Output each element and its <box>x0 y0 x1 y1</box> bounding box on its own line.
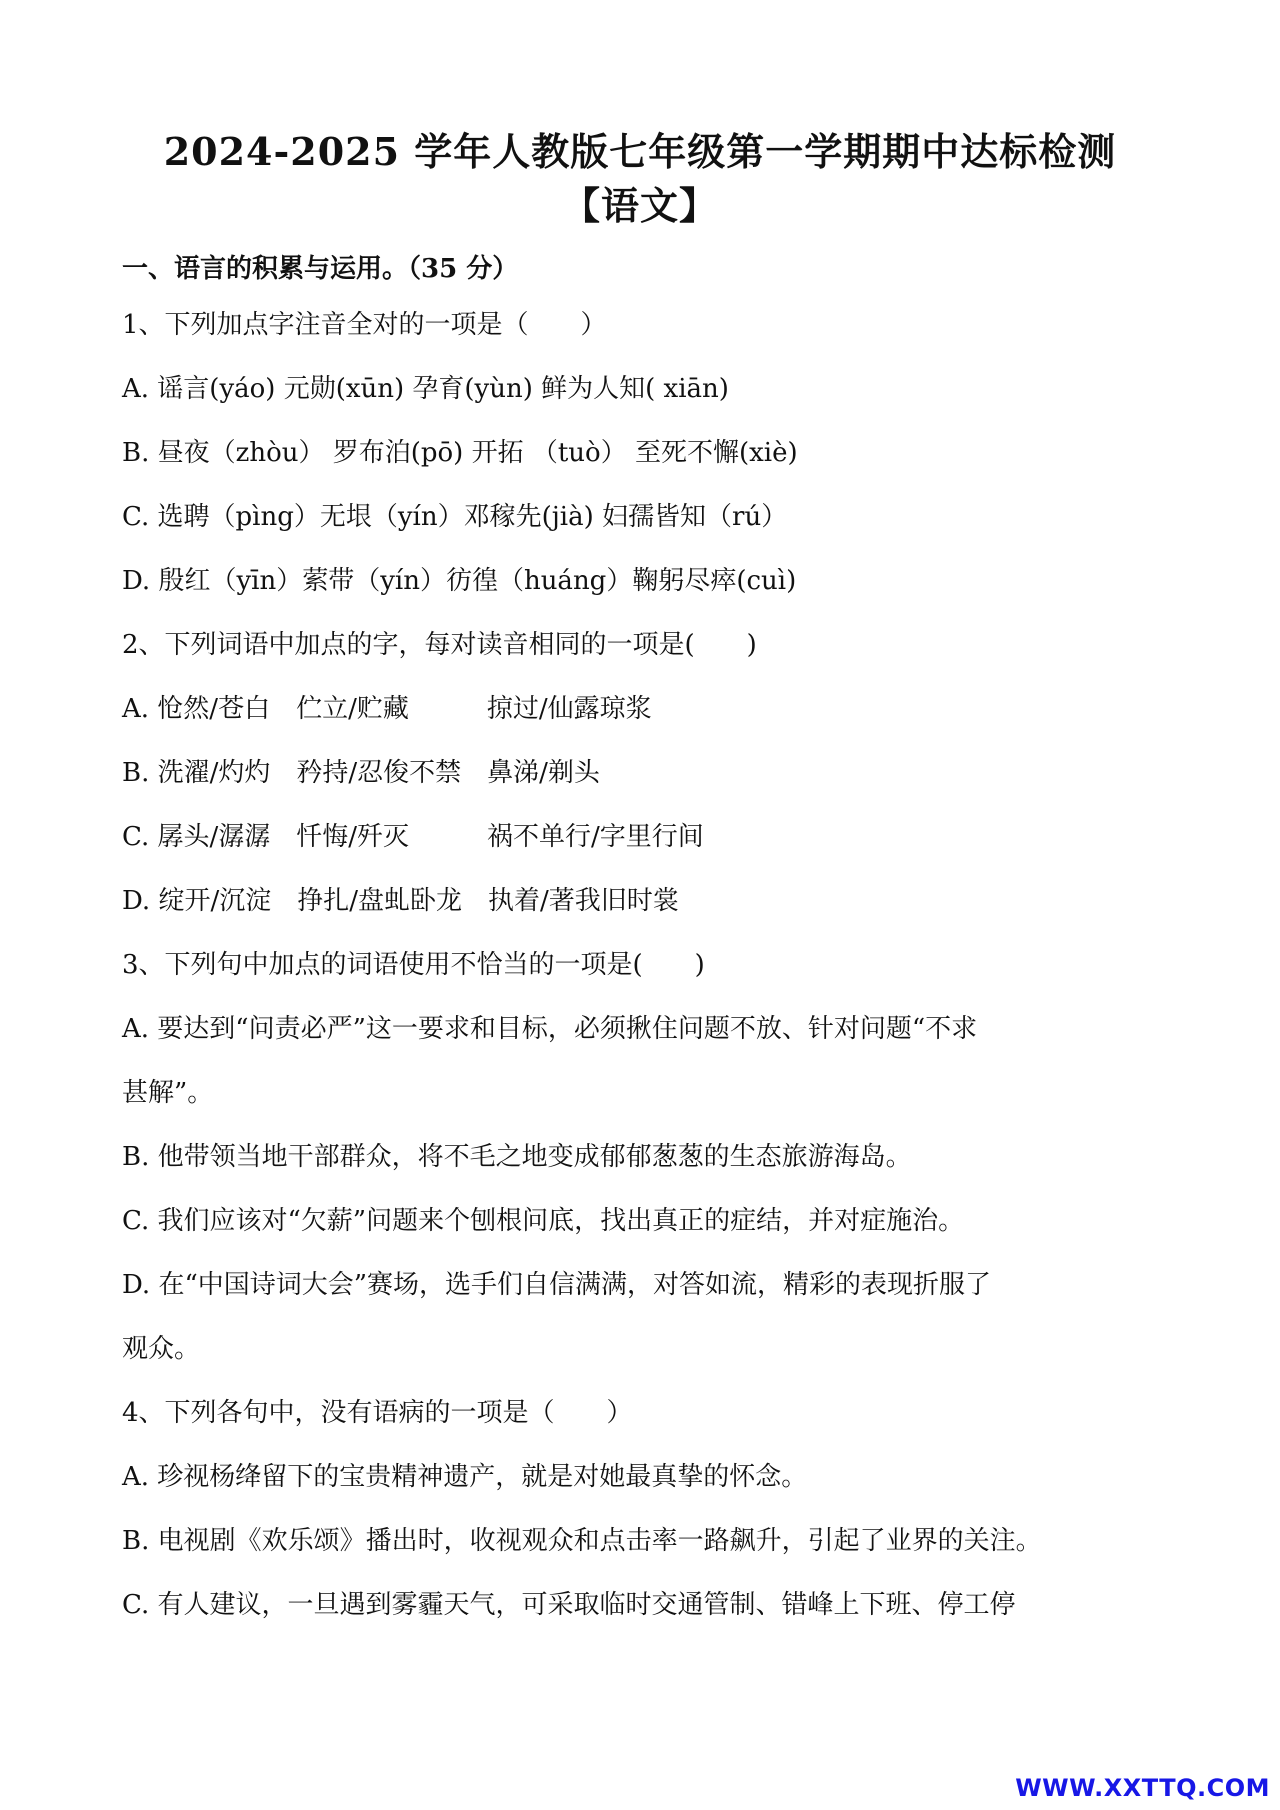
q4-option-b: B. 电视剧《欢乐颂》播出时，收视观众和点击率一路飙升，引起了业界的关注。 <box>122 1526 1042 1556</box>
q1-option-d: D. 殷红（yīn）萦带（yín）彷徨（huáng）鞠躬尽瘁(cuì) <box>122 566 797 596</box>
question-3: 3、下列句中加点的词语使用不恰当的一项是( ) <box>122 950 705 980</box>
question-2: 2、下列词语中加点的字，每对读音相同的一项是( ) <box>122 630 757 660</box>
exam-subject: 【语文】 <box>561 183 718 228</box>
section-heading: 一、语言的积累与运用。（35 分） <box>122 254 519 284</box>
q1-option-b: B. 昼夜（zhòu） 罗布泊(pō) 开拓 （tuò） 至死不懈(xiè) <box>122 438 798 468</box>
q3-option-a-cont: 甚解”。 <box>122 1078 214 1108</box>
q3-option-b: B. 他带领当地干部群众，将不毛之地变成郁郁葱葱的生态旅游海岛。 <box>122 1142 912 1172</box>
q2-option-a: A. 怆然/苍白 伫立/贮藏 掠过/仙露琼浆 <box>122 694 652 724</box>
q3-option-d-cont: 观众。 <box>122 1334 201 1364</box>
exam-title: 2024-2025 学年人教版七年级第一学期期中达标检测 <box>163 129 1117 174</box>
q3-option-a: A. 要达到“问责必严”这一要求和目标，必须揪住问题不放、针对问题“不求 <box>122 1014 978 1044</box>
q4-option-c: C. 有人建议，一旦遇到雾霾天气，可采取临时交通管制、错峰上下班、停工停 <box>122 1590 1016 1620</box>
q2-option-d: D. 绽开/沉淀 挣扎/盘虬卧龙 执着/著我旧时裳 <box>122 886 679 916</box>
q2-option-c: C. 孱头/潺潺 忏悔/歼灭 祸不单行/字里行间 <box>122 822 704 852</box>
q3-option-d: D. 在“中国诗词大会”赛场，选手们自信满满，对答如流，精彩的表现折服了 <box>122 1270 992 1300</box>
question-4: 4、下列各句中，没有语病的一项是（ ） <box>122 1398 633 1428</box>
q3-option-c: C. 我们应该对“欠薪”问题来个刨根问底，找出真正的症结，并对症施治。 <box>122 1206 965 1236</box>
q2-option-b: B. 洗濯/灼灼 矜持/忍俊不禁 鼻涕/剃头 <box>122 758 600 788</box>
question-1: 1、下列加点字注音全对的一项是（ ） <box>122 310 607 340</box>
watermark: WWW.XXTTQ.COM <box>1015 1774 1270 1802</box>
q1-option-c: C. 选聘（pìng）无垠（yín）邓稼先(jià) 妇孺皆知（rú） <box>122 502 788 532</box>
q1-option-a: A. 谣言(yáo) 元勋(xūn) 孕育(yùn) 鲜为人知( xiān) <box>122 374 729 404</box>
q4-option-a: A. 珍视杨绛留下的宝贵精神遗产，就是对她最真挚的怀念。 <box>122 1462 808 1492</box>
